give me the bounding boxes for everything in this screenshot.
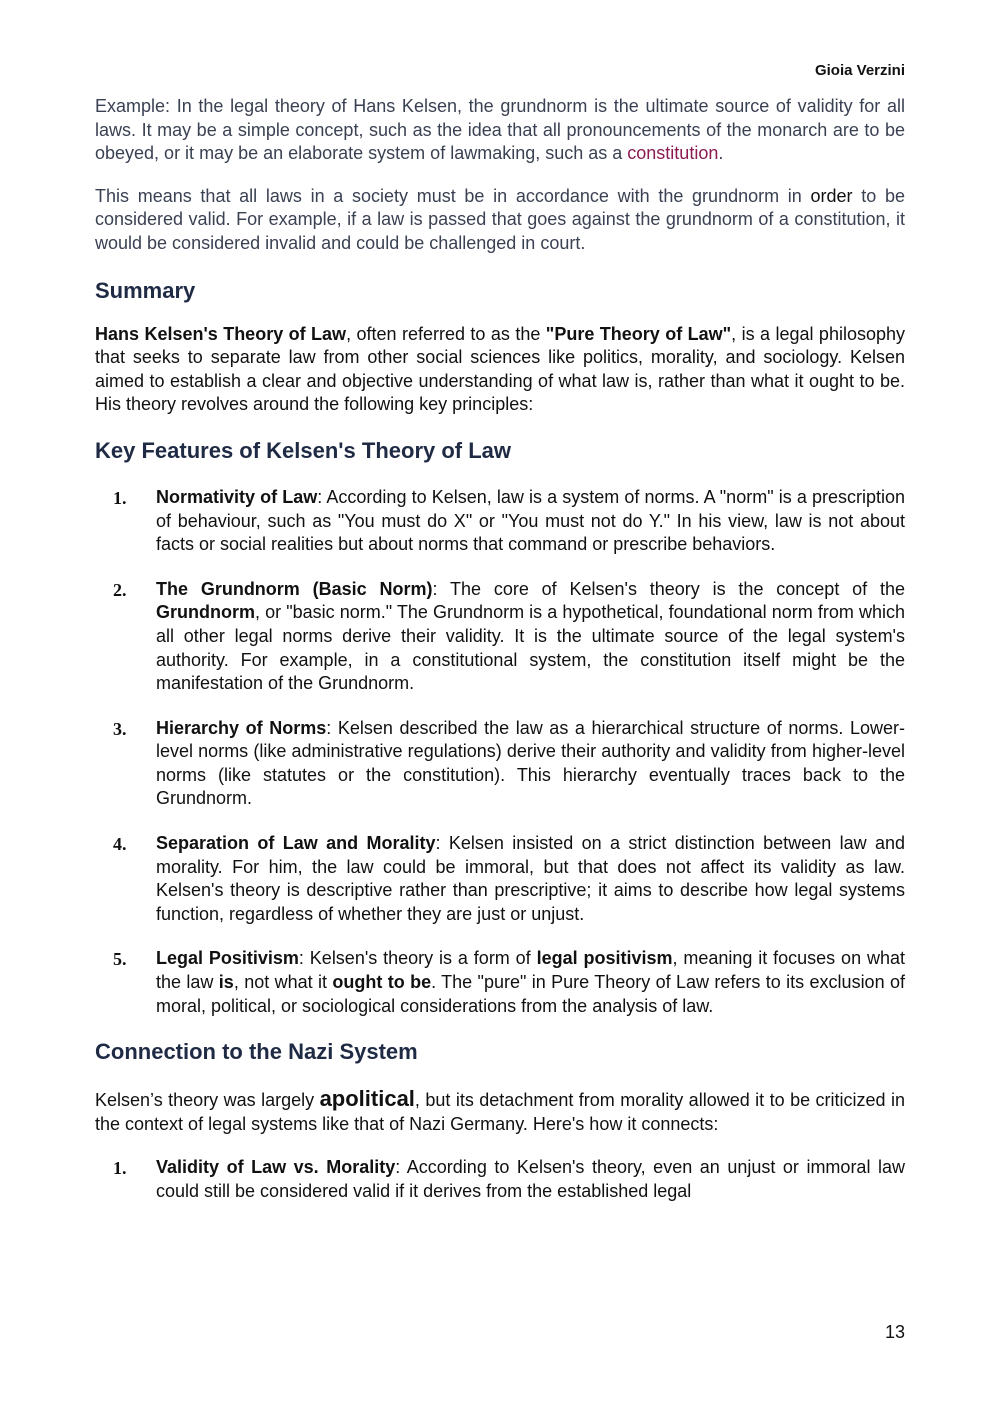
feature-term-grundnorm: Grundnorm [156, 602, 255, 623]
list-item [95, 717, 905, 811]
summary-quote: "Pure Theory of Law" [545, 323, 732, 344]
list-item [95, 1156, 905, 1203]
list-item [95, 947, 905, 1018]
list-number: 5. [113, 949, 127, 970]
list-number: 1. [113, 487, 127, 508]
nazi-list [95, 1156, 905, 1203]
feature-text: : Kelsen insisted on a strict distinction between law and morality. For him, the law could be immoral, but that does not affect its validity as law. Kelsen's theory is descriptive rather than prescriptive; it aims to describe how legal systems function, regardless of whether they are just or unjust. [156, 833, 905, 924]
nazi-intro-paragraph [95, 1087, 905, 1136]
summary-paragraph [95, 323, 905, 417]
meaning-paragraph [95, 185, 905, 256]
summary-rest: , is a legal philosophy that seeks to separate law from other social sciences like politics, morality, and sociology. Kelsen aimed to establish a clear and objective understanding of what law is, rather than what it ought to be. His theory revolves around the following key principles: [95, 323, 905, 415]
feature-text: , or "basic norm." The Grundnorm is a hypothetical, foundational norm from which all other legal norms derive their validity. It is the ultimate source of the legal system's authority. For example, in a constitutional system, the constitution itself might be the manifestation of the Grundnorm. [156, 602, 905, 694]
feature-bold: legal positivism [536, 948, 673, 969]
feature-bold: is [218, 972, 234, 993]
list-number: 3. [113, 718, 127, 739]
features-heading: Key Features of Kelsen's Theory of Law [95, 437, 512, 463]
feature-text: , not what it [233, 972, 333, 993]
list-number: 4. [113, 834, 127, 855]
nazi-intro-a: Kelsen’s theory was largely [95, 1090, 320, 1111]
page-header-author: Gioia Verzini [814, 62, 905, 79]
feature-text: : According to Kelsen, law is a system of norms. A "norm" is a prescription of behaviour, such as "You must do X" or "You must not do Y." In his view, law is not about facts or social realities but about norms that command or prescribe behaviors. [156, 486, 905, 555]
nazi-heading: Connection to the Nazi System [95, 1039, 418, 1065]
feature-text: : Kelsen's theory is a form of [298, 948, 537, 969]
feature-term: Separation of Law and Morality [156, 833, 436, 854]
summary-mid: , often referred to as the [346, 323, 546, 344]
features-list [95, 486, 905, 1018]
feature-text: . The "pure" in Pure Theory of Law refers to its exclusion of moral, political, or sociological considerations from the analysis of law. [156, 972, 905, 1016]
list-item [95, 486, 905, 557]
list-number: 1. [113, 1158, 127, 1179]
example-paragraph [95, 95, 905, 166]
example-text: Example: In the legal theory of Hans Kelsen, the grundnorm is the ultimate source of validity for all laws. It may be a simple concept, such as the idea that all pronouncements of the monarch are to be obeyed, or it may be an elaborate system of lawmaking, such as a [95, 96, 905, 164]
page-number: 13 [884, 1322, 905, 1342]
example-end: . [718, 143, 724, 164]
nazi-intro-b: , but its detachment from morality allowed it to be criticized in the context of legal systems like that of Nazi Germany. Here's how it connects: [95, 1090, 906, 1134]
feature-bold: ought to be [332, 972, 432, 993]
meaning-text-2: to be considered valid. For example, if a law is passed that goes against the grundnorm of a constitution, it would be considered invalid and could be challenged in court. [95, 185, 905, 253]
nazi-intro-bold: apolitical [319, 1086, 415, 1112]
feature-term: Legal Positivism [156, 948, 299, 969]
nazi-term: Validity of Law vs. Morality [156, 1157, 396, 1178]
nazi-text: : According to Kelsen's theory, even an unjust or immoral law could still be considered valid if it derives from the established legal [156, 1157, 905, 1201]
feature-text: : Kelsen described the law as a hierarchical structure of norms. Lower-level norms (like administrative regulations) derive their authority and validity from higher-level norms (like statutes or the constitution). This hierarchy eventually traces back to the Grundnorm. [156, 717, 905, 809]
list-item [95, 832, 905, 926]
list-item [95, 578, 905, 696]
meaning-order: order [810, 185, 853, 206]
feature-term: Normativity of Law [156, 486, 318, 507]
feature-term: The Grundnorm (Basic Norm) [156, 578, 433, 599]
summary-heading: Summary [95, 277, 196, 303]
summary-lead: Hans Kelsen's Theory of Law [95, 323, 347, 344]
constitution-link[interactable]: constitution [627, 143, 719, 164]
feature-text: , meaning it focuses on what the law [156, 948, 905, 993]
meaning-text-1: This means that all laws in a society must be in accordance with the grundnorm in [95, 185, 811, 206]
page-content [95, 95, 905, 1204]
feature-text: : The core of Kelsen's theory is the concept of the [432, 578, 905, 599]
list-number: 2. [113, 579, 127, 600]
feature-term: Hierarchy of Norms [156, 717, 327, 738]
